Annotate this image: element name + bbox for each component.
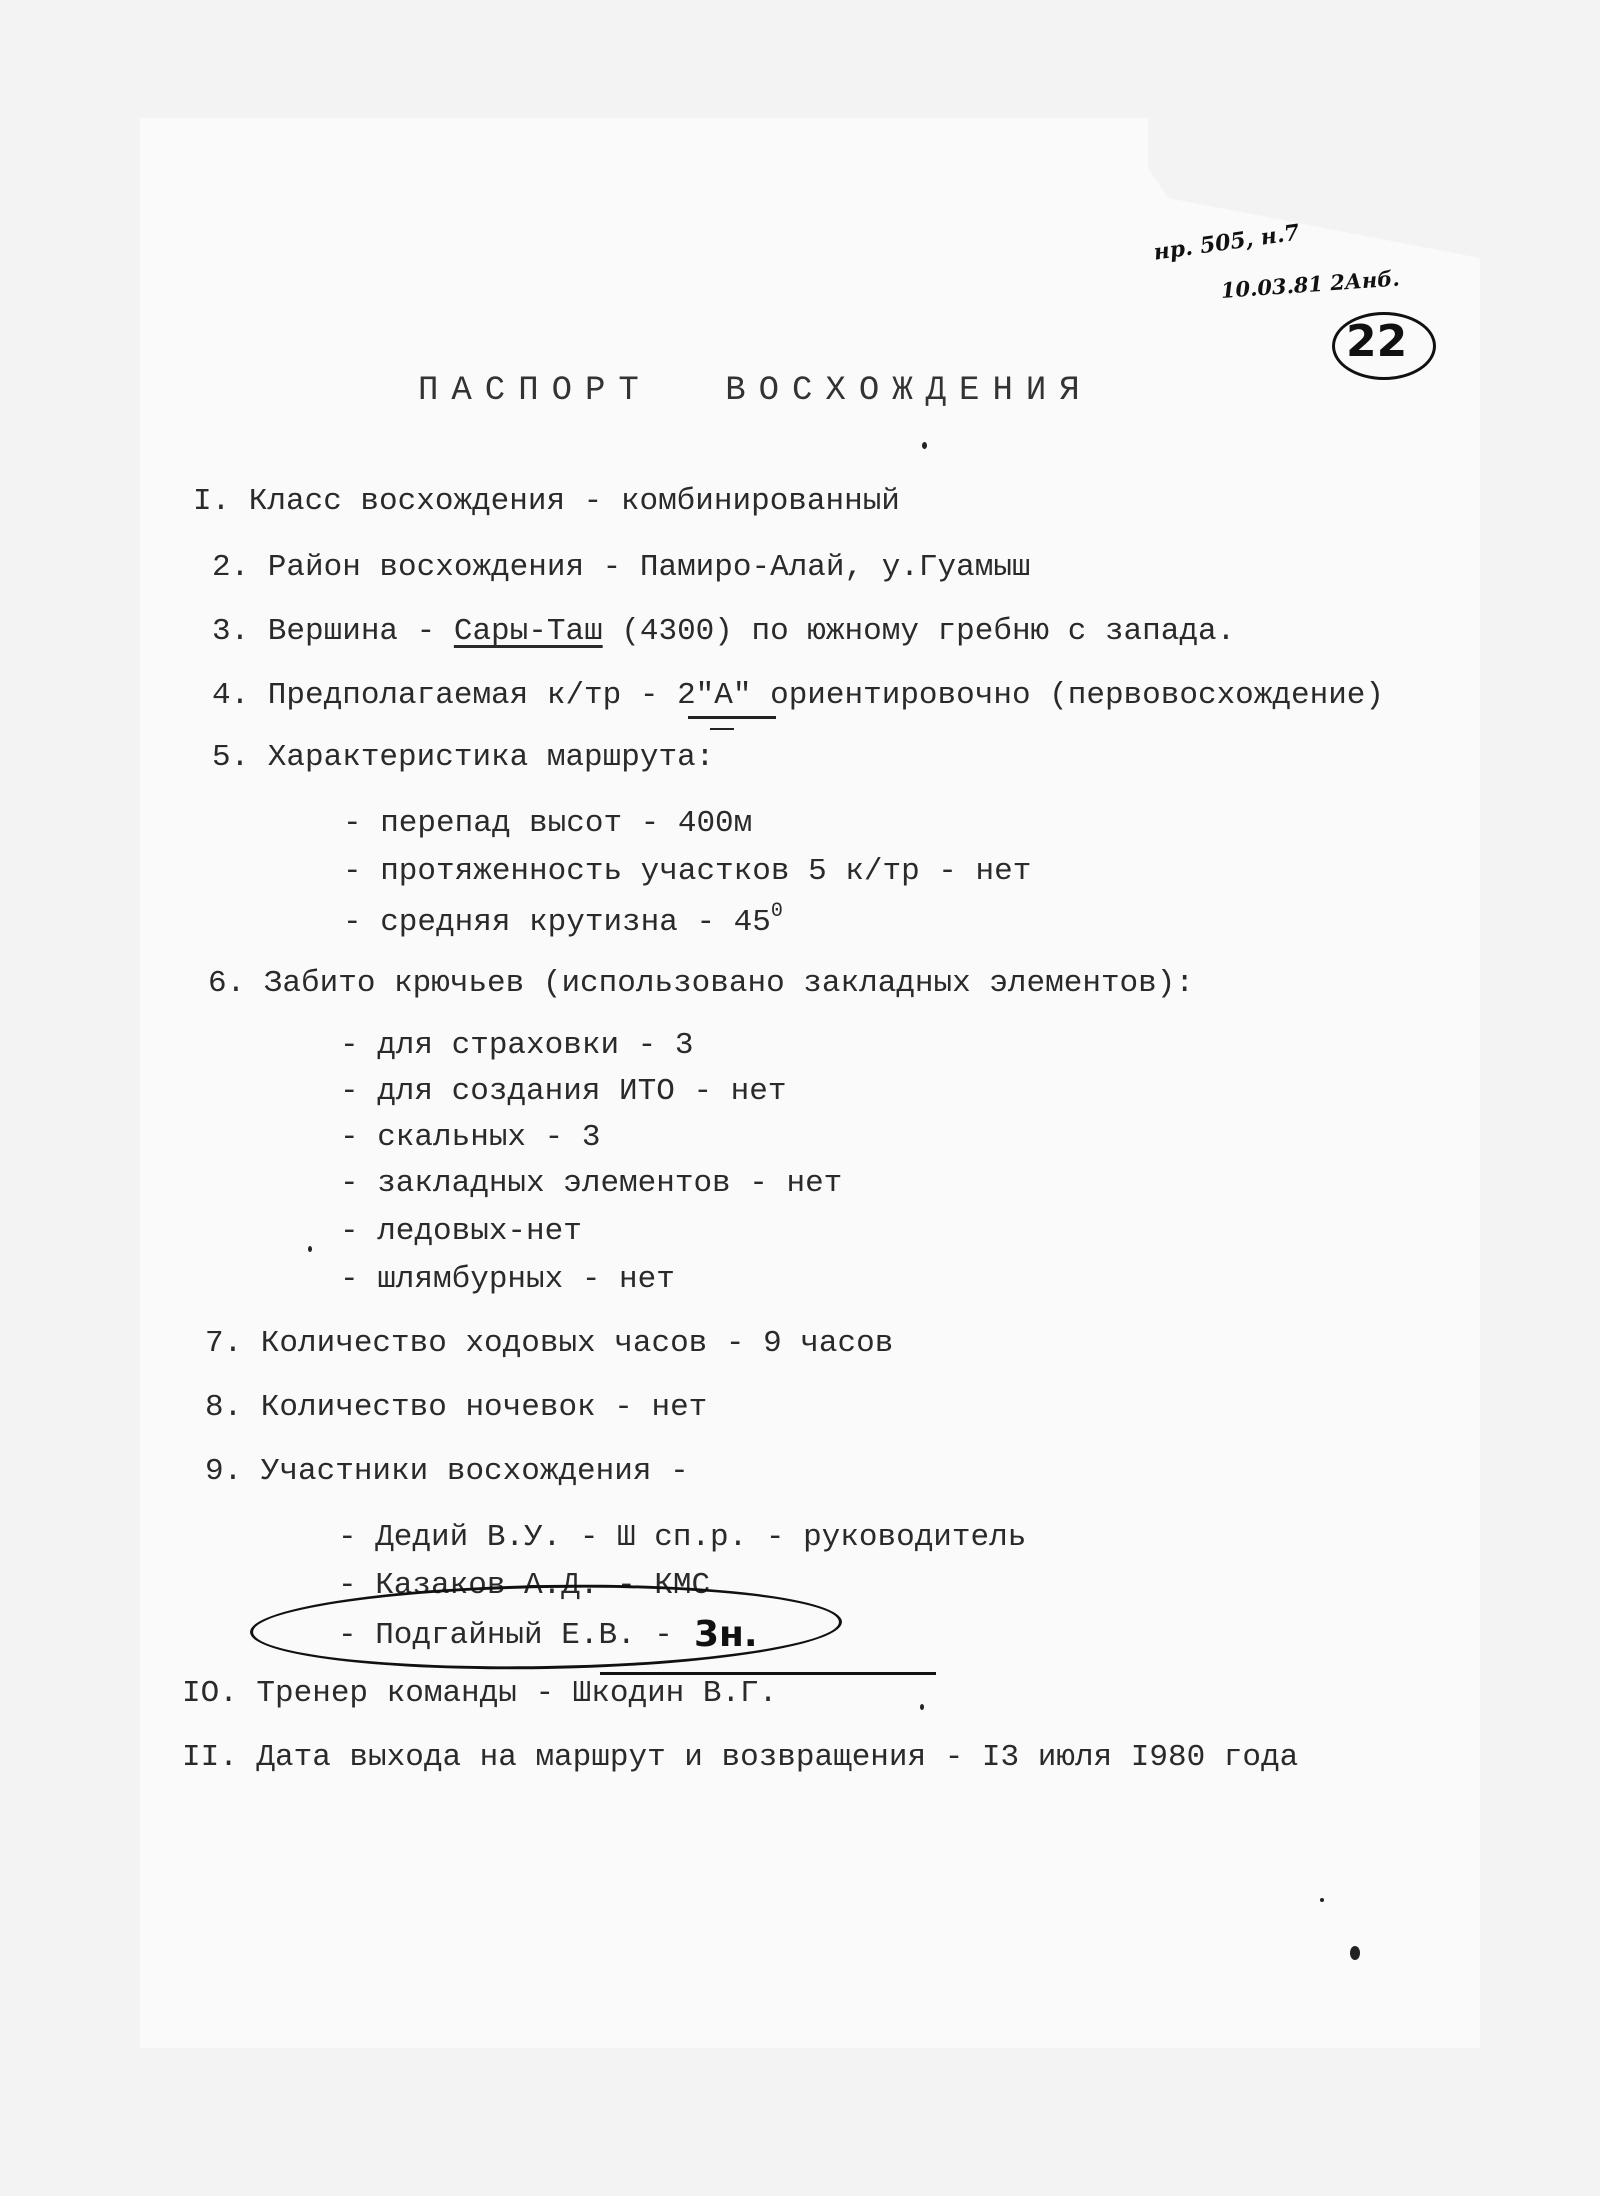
item-5-average-steepness (343, 900, 783, 940)
item-5-section-length: - протяженность участков 5 к/тр - нет (343, 854, 1032, 889)
item-6-bolts: - шлямбурных - нет (340, 1262, 675, 1297)
item-11-dates: II. Дата выхода на маршрут и возвращения - I3 июля I980 года (182, 1740, 1299, 1775)
item-2-climb-region: 2. Район восхождения - Памиро-Алай, у.Гуамыш (212, 550, 1031, 585)
item-6-ice: - ледовых-нет (340, 1214, 582, 1249)
item-7-hours: 7. Количество ходовых часов - 9 часов (205, 1326, 894, 1361)
handwritten-page-number: 22 (1346, 316, 1408, 367)
grade-underline-mark (688, 716, 776, 719)
document-title: ПАСПОРТ ВОСХОЖДЕНИЯ (418, 372, 1093, 410)
item-9-participants: 9. Участники восхождения - (205, 1454, 689, 1489)
ink-speck (922, 442, 927, 449)
item-6-aid: - для создания ИТО - нет (340, 1074, 787, 1109)
handwritten-date: 10.03.81 2Анб. (1220, 265, 1401, 303)
item-3-suffix: (4300) по южному гребню с запада. (602, 614, 1236, 649)
item-4-suffix: ориентировочно (первовосхождение) (751, 678, 1385, 713)
item-5-steepness-text: - средняя крутизна - 45 (343, 905, 771, 940)
item-4-grade (212, 678, 1384, 713)
ink-speck (1350, 1946, 1360, 1960)
item-1-climb-class: I. Класс восхождения - комбинированный (193, 484, 900, 519)
grade-underline-tick (710, 728, 734, 730)
item-8-bivouacs: 8. Количество ночевок - нет (205, 1390, 708, 1425)
item-5-height-difference: - перепад высот - 400м (343, 806, 753, 841)
ink-speck (920, 1704, 924, 1710)
participant-2: - Казаков А.Д. - КМС (338, 1568, 711, 1603)
participant-3: - Подгайный Е.В. - (338, 1618, 673, 1653)
item-5-route-characteristics: 5. Характеристика маршрута: (212, 740, 715, 775)
item-3-peak-name: Сары-Таш (453, 614, 603, 649)
handwritten-rank: 3н. (694, 1614, 758, 1655)
item-4-grade-value: 2"А" (677, 678, 752, 713)
item-4-prefix: 4. Предполагаемая к/тр - (212, 678, 678, 713)
participant-leader: - Дедий В.У. - Ш сп.р. - руководитель (338, 1520, 1027, 1555)
item-6-pitons: 6. Забито крючьев (использовано закладных элементов): (208, 966, 1194, 1001)
item-3-prefix: 3. Вершина - (212, 614, 454, 649)
item-3-peak (212, 614, 1235, 649)
degree-superscript: 0 (770, 900, 783, 923)
item-10-coach: IO. Тренер команды - Шкодин В.Г. (182, 1676, 778, 1711)
item-6-rock: - скальных - 3 (340, 1120, 601, 1155)
ink-speck (1320, 1898, 1324, 1902)
item-6-chocks: - закладных элементов - нет (340, 1166, 843, 1201)
handwritten-underline (600, 1672, 936, 1675)
item-6-belay: - для страховки - 3 (340, 1028, 694, 1063)
ink-speck (308, 1246, 312, 1252)
handwritten-reference: нр. 505, н.7 (1152, 219, 1302, 266)
